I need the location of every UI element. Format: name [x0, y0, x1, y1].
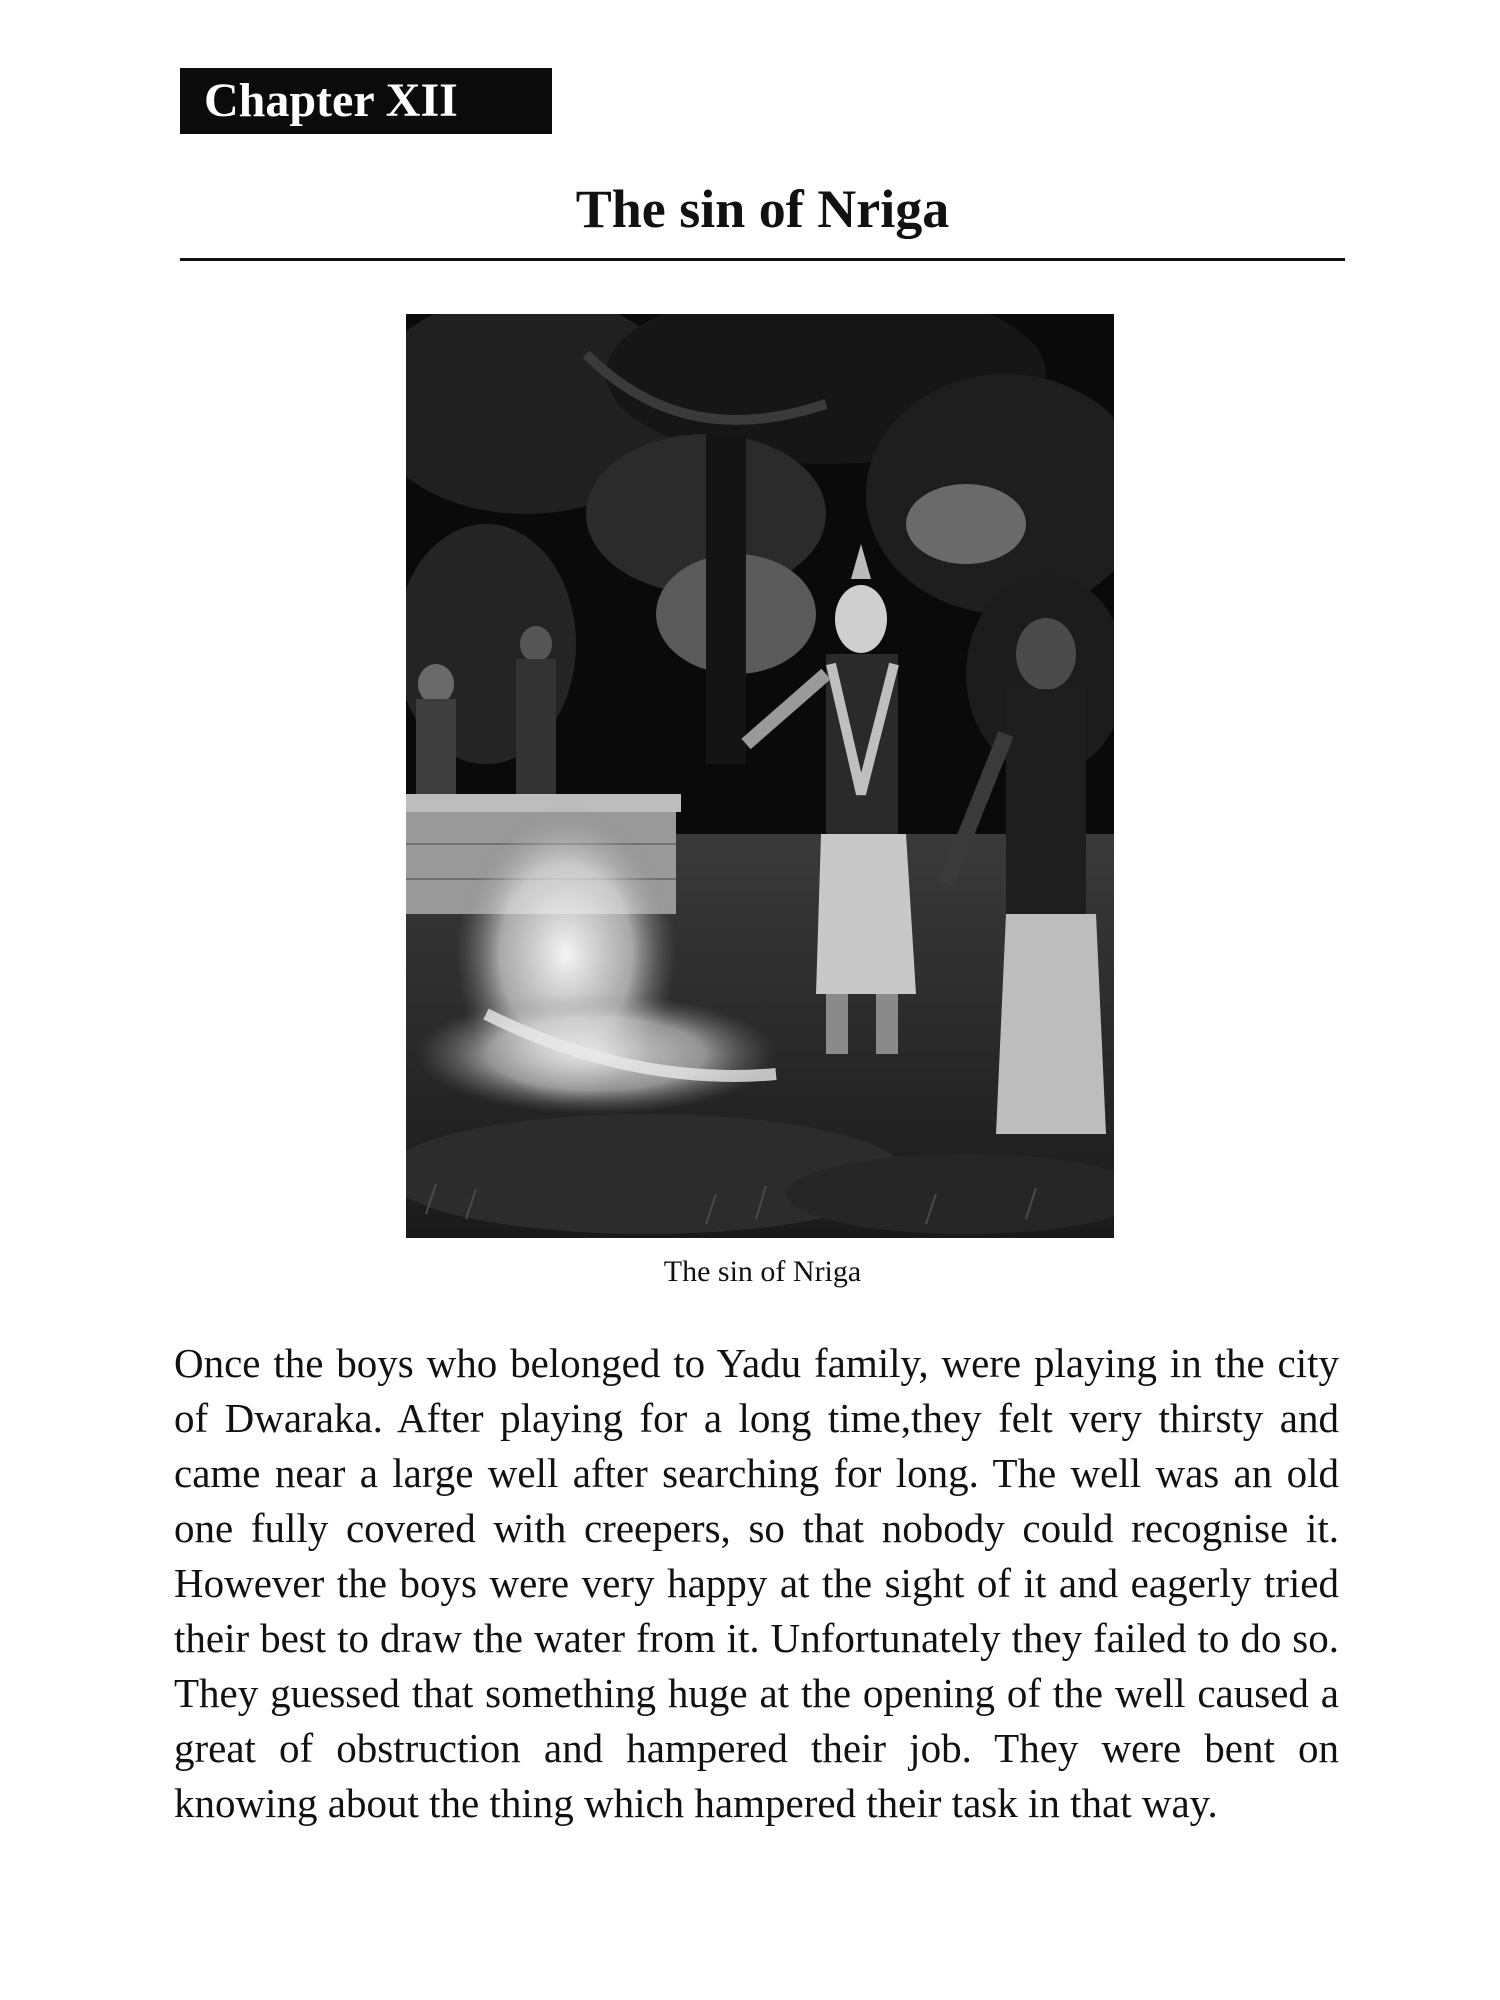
title-divider — [180, 258, 1345, 261]
illustration — [406, 314, 1114, 1238]
figure-caption: The sin of Nriga — [663, 1255, 862, 1288]
body-paragraph: Once the boys who belonged to Yadu family, were playing in the city of Dwaraka. After playing for a long time,they felt very thirsty and came near a large well after searching for long. The well was an old one fully covered with creepers, so that nobody could recognise it. However the boys were very happy at the sight of it and eagerly tried their best to draw the water from it. Unfortunately they failed to do so. They guessed that something huge at the opening of the well caused a great of obstruction and hampered their job. They were bent on knowing about the thing which hampered their task in that way. — [174, 1340, 1339, 1826]
chapter-label: Chapter XII — [180, 68, 552, 134]
page-title: The sin of Nriga — [575, 179, 950, 239]
